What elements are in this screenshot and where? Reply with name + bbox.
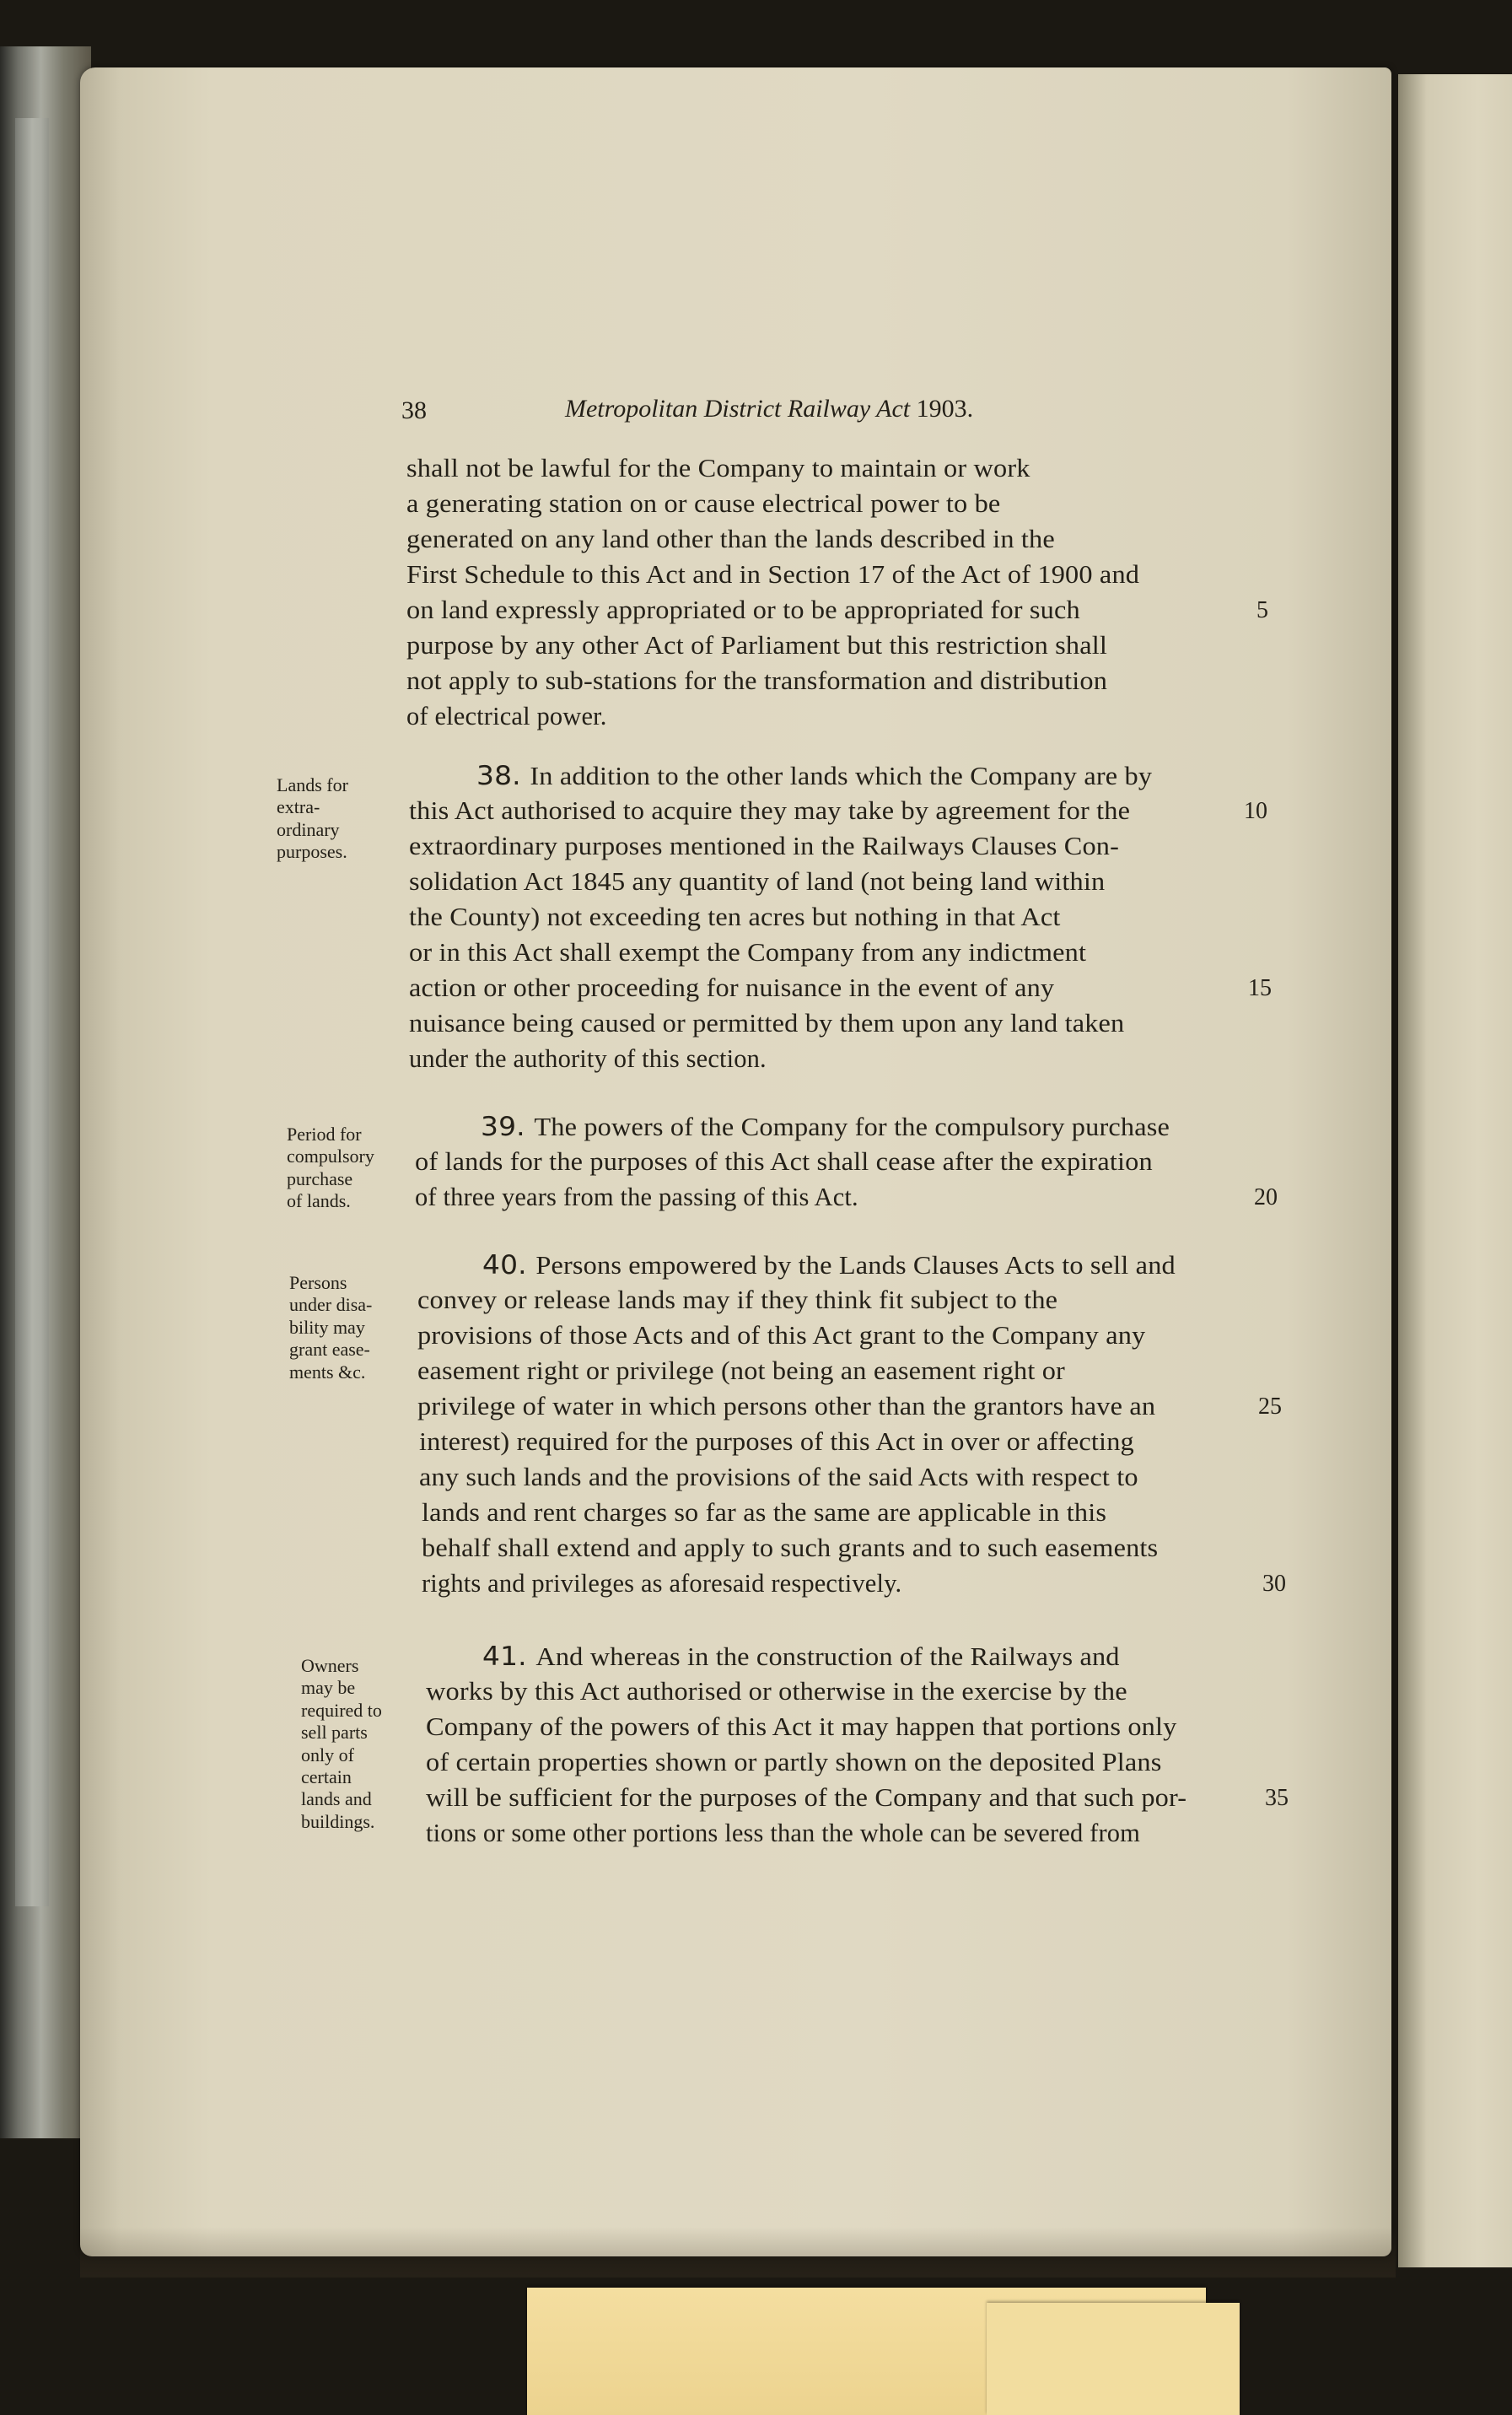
body-line xyxy=(406,454,1030,483)
line-text: the County) not exceeding ten acres but nothing in that Act xyxy=(409,903,1061,931)
margin-note xyxy=(289,1272,372,1383)
margin-note-line: only of xyxy=(301,1744,354,1765)
section-first-line xyxy=(482,1250,1176,1280)
running-title xyxy=(565,395,973,423)
margin-note-line: compulsory xyxy=(287,1146,374,1167)
body-line xyxy=(409,973,1054,1003)
margin-note-line: purposes. xyxy=(277,841,347,863)
body-line xyxy=(406,596,1080,625)
binding-strip xyxy=(15,118,49,1906)
line-text: behalf shall extend and apply to such grants and to such easements xyxy=(422,1534,1159,1562)
line-text: rights and privileges as aforesaid respectively. xyxy=(422,1569,902,1598)
line-text: this Act authorised to acquire they may take by agreement for the xyxy=(409,796,1131,825)
body-line xyxy=(409,1044,767,1074)
line-number: 35 xyxy=(1265,1785,1289,1811)
body-line xyxy=(426,1677,1127,1706)
line-text: of three years from the passing of this Act. xyxy=(415,1183,858,1211)
body-line xyxy=(409,1009,1124,1038)
margin-note-line: Period for xyxy=(287,1124,362,1145)
body-line xyxy=(409,903,1061,932)
line-text: Company of the powers of this Act it may happen that portions only xyxy=(426,1712,1177,1741)
line-number: 15 xyxy=(1248,975,1272,1001)
body-line xyxy=(417,1356,1065,1386)
margin-note-line: grant ease- xyxy=(289,1339,370,1361)
line-text: works by this Act authorised or otherwise in the exercise by the xyxy=(426,1677,1127,1706)
body-line xyxy=(426,1748,1161,1777)
line-text: Persons empowered by the Lands Clauses Acts to sell and xyxy=(535,1251,1176,1280)
line-text: on land expressly appropriated or to be appropriated for such xyxy=(406,596,1080,624)
margin-note xyxy=(277,774,348,864)
body-line xyxy=(415,1183,858,1212)
margin-note-line: Lands for xyxy=(277,774,348,795)
body-line xyxy=(409,938,1086,968)
page-shadow xyxy=(80,2227,1396,2278)
line-text: extraordinary purposes mentioned in the Railways Clauses Con- xyxy=(409,832,1120,860)
line-text: privilege of water in which persons other than the grantors have an xyxy=(417,1392,1156,1420)
line-text: And whereas in the construction of the Railways and xyxy=(535,1642,1120,1671)
body-line xyxy=(426,1819,1140,1848)
section-first-line xyxy=(481,1112,1170,1142)
margin-note-line: lands and xyxy=(301,1788,372,1810)
line-text: a generating station on or cause electrical power to be xyxy=(406,489,1001,518)
line-number: 10 xyxy=(1244,798,1267,824)
line-text: shall not be lawful for the Company to maintain or work xyxy=(406,454,1030,482)
line-text: not apply to sub-stations for the transformation and distribution xyxy=(406,666,1108,695)
line-text: First Schedule to this Act and in Section 17 of the Act of 1900 and xyxy=(406,560,1140,589)
margin-note-line: buildings. xyxy=(301,1810,375,1832)
margin-note-line: bility may xyxy=(289,1316,365,1338)
margin-note-line: under disa- xyxy=(289,1294,373,1316)
margin-note-line: required to xyxy=(301,1699,382,1721)
line-text: In addition to the other lands which the Company are by xyxy=(530,762,1153,790)
body-line xyxy=(406,489,1000,519)
body-line xyxy=(422,1569,901,1598)
body-line xyxy=(415,1147,1153,1177)
body-line xyxy=(406,631,1107,660)
margin-note-line: extra- xyxy=(277,796,320,818)
line-text: or in this Act shall exempt the Company from any indictment xyxy=(409,938,1087,967)
margin-note-line: certain xyxy=(301,1765,352,1787)
margin-note-line: Owners xyxy=(301,1655,359,1676)
body-line xyxy=(417,1286,1057,1315)
line-text: under the authority of this section. xyxy=(409,1044,767,1073)
line-text: easement right or privilege (not being an easement right or xyxy=(417,1356,1065,1385)
line-text: will be sufficient for the purposes of the Company and that such por- xyxy=(426,1783,1187,1812)
line-text: provisions of those Acts and of this Act grant to the Company any xyxy=(417,1321,1146,1350)
body-line xyxy=(409,832,1119,861)
margin-note-line: of lands. xyxy=(287,1190,351,1212)
margin-note xyxy=(287,1124,374,1213)
line-number: 30 xyxy=(1262,1571,1286,1597)
margin-note-line: purchase xyxy=(287,1167,353,1189)
line-text: any such lands and the provisions of the said Acts with respect to xyxy=(419,1463,1138,1491)
margin-note-line: Persons xyxy=(289,1272,347,1293)
line-number: 5 xyxy=(1256,597,1268,623)
body-line xyxy=(406,560,1139,590)
body-line xyxy=(406,525,1055,554)
body-line xyxy=(417,1392,1155,1421)
page-number: 38 xyxy=(401,396,427,424)
line-text: nuisance being caused or permitted by them upon any land taken xyxy=(409,1009,1125,1038)
line-text: action or other proceeding for nuisance in the event of any xyxy=(409,973,1055,1002)
line-text: convey or release lands may if they think fit subject to the xyxy=(417,1286,1058,1314)
line-text: lands and rent charges so far as the same are applicable in this xyxy=(422,1498,1107,1527)
margin-note-line: sell parts xyxy=(301,1722,368,1744)
body-line xyxy=(419,1427,1134,1457)
section-number: 41. xyxy=(482,1641,536,1672)
margin-note-line: ordinary xyxy=(277,818,340,840)
line-text: interest) required for the purposes of this Act in over or affecting xyxy=(419,1427,1134,1456)
line-text: of certain properties shown or partly shown on the deposited Plans xyxy=(426,1748,1162,1776)
body-line xyxy=(406,702,607,731)
line-text: purpose by any other Act of Parliament but this restriction shall xyxy=(406,631,1108,660)
line-text: of lands for the purposes of this Act shall cease after the expiration xyxy=(415,1147,1153,1176)
section-first-line xyxy=(476,761,1152,791)
line-text: tions or some other portions less than the whole can be severed from xyxy=(426,1819,1141,1847)
section-number: 39. xyxy=(481,1112,535,1142)
margin-note-line: ments &c. xyxy=(289,1361,366,1383)
body-line xyxy=(426,1712,1176,1742)
section-number: 38. xyxy=(476,761,530,791)
line-text: solidation Act 1845 any quantity of land (not being land within xyxy=(409,867,1106,896)
line-text: generated on any land other than the lands described in the xyxy=(406,525,1055,553)
body-line xyxy=(409,796,1130,826)
line-text: of electrical power. xyxy=(406,702,607,730)
line-text: The powers of the Company for the compulsory purchase xyxy=(534,1113,1170,1141)
section-number: 40. xyxy=(482,1250,536,1280)
line-number: 20 xyxy=(1254,1184,1278,1210)
section-first-line xyxy=(482,1641,1120,1672)
margin-note xyxy=(301,1655,382,1833)
facing-page-edge xyxy=(1398,74,1512,2267)
margin-note-line: may be xyxy=(301,1677,356,1699)
paper-slip-second xyxy=(987,2303,1240,2415)
body-line xyxy=(417,1321,1145,1350)
body-line xyxy=(409,867,1105,897)
line-number: 25 xyxy=(1258,1393,1282,1420)
body-line xyxy=(406,666,1107,696)
body-line xyxy=(419,1463,1138,1492)
running-title-year: 1903. xyxy=(916,395,974,423)
body-line xyxy=(426,1783,1186,1813)
running-title-text: Metropolitan District Railway Act xyxy=(565,395,911,423)
body-line xyxy=(422,1498,1106,1528)
body-line xyxy=(422,1534,1158,1563)
